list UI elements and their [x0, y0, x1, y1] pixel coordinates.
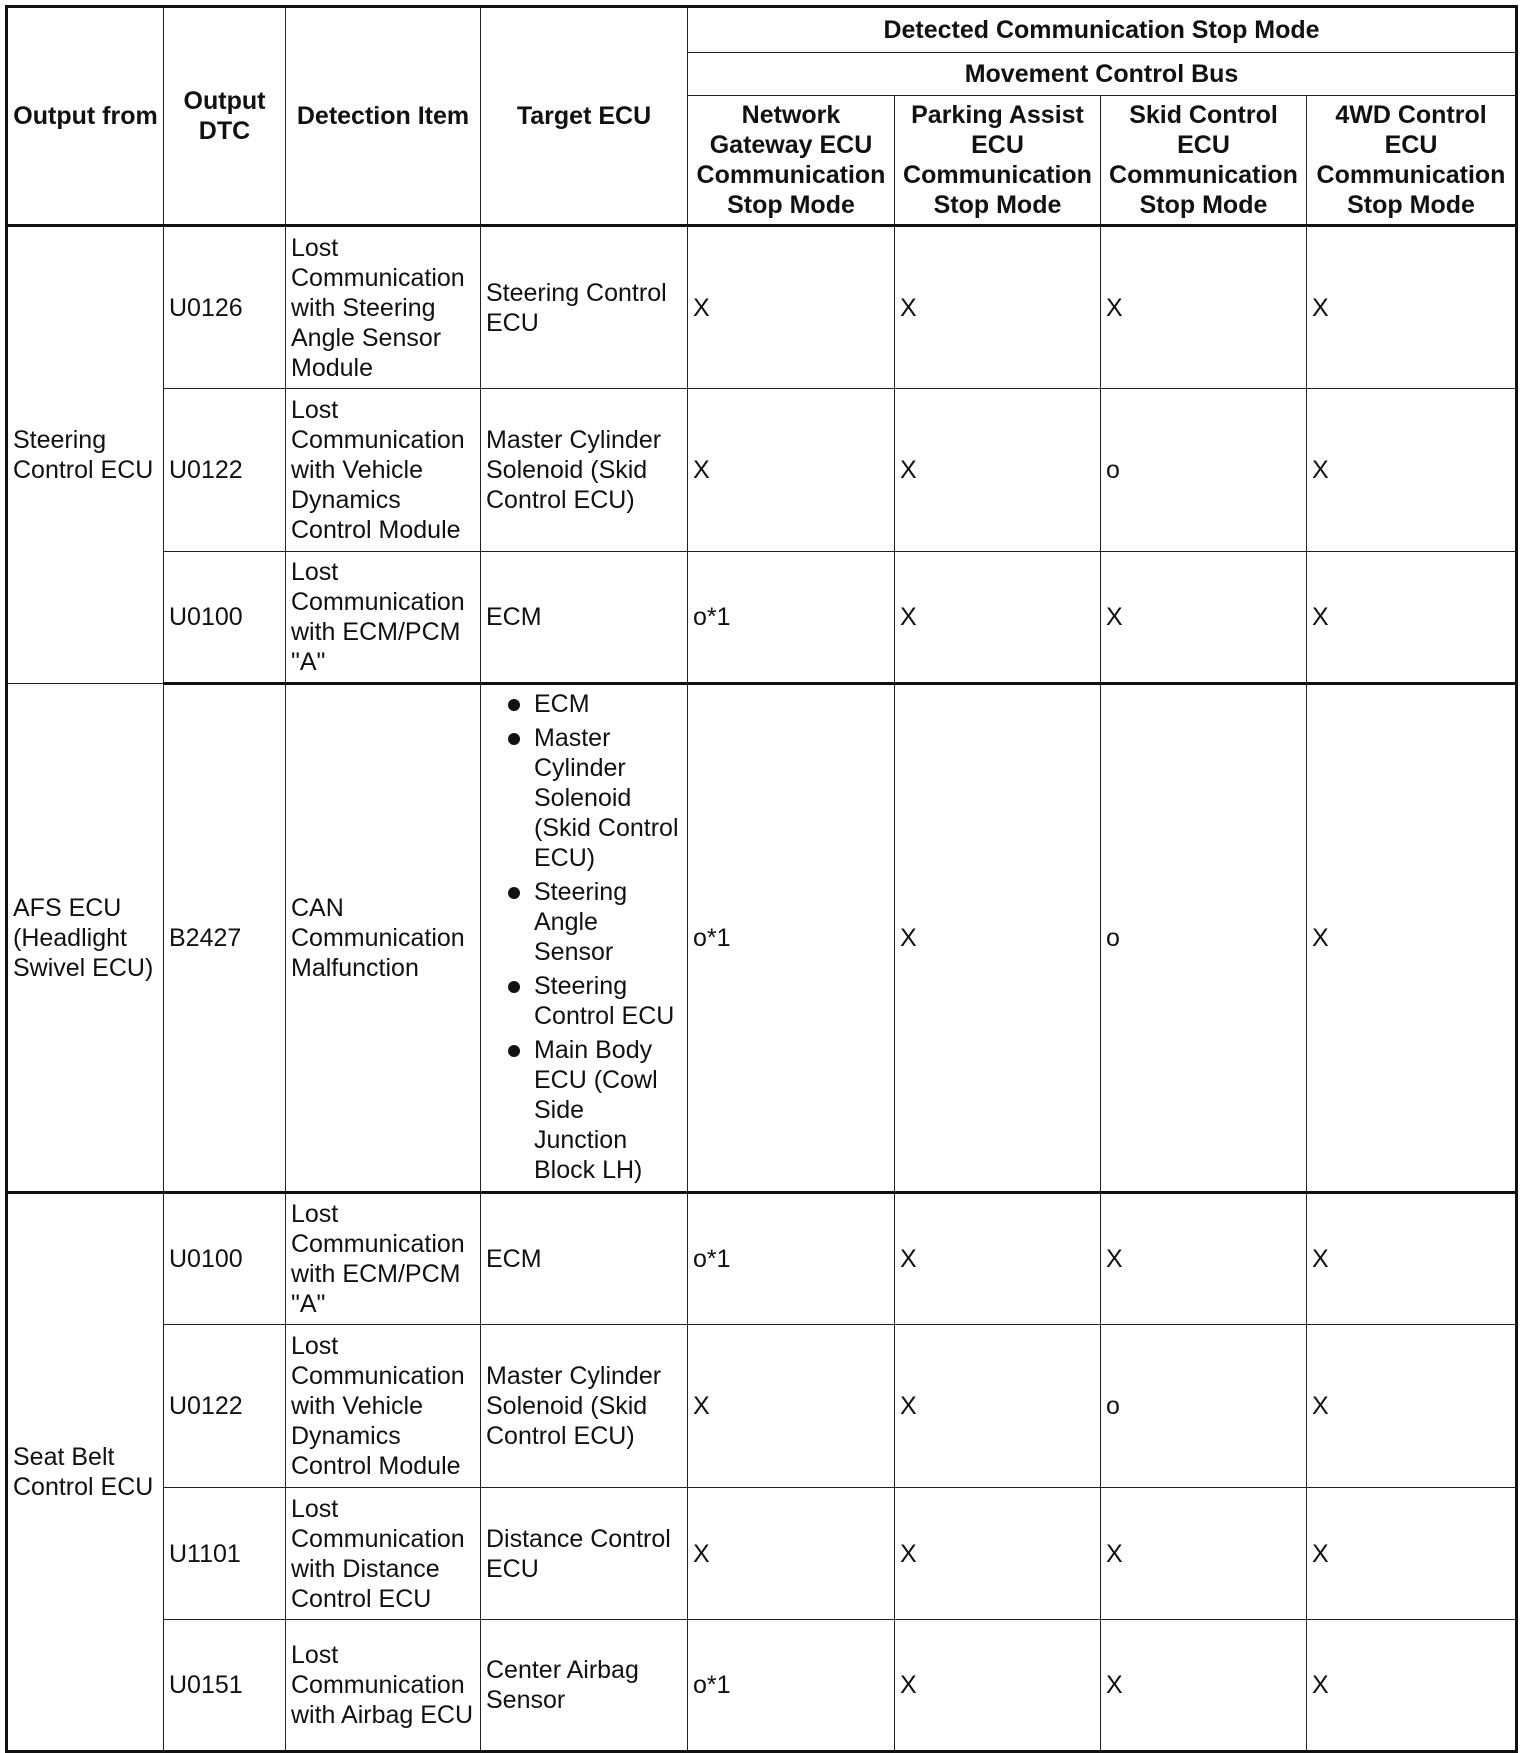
dtc-cell: U0122	[164, 389, 286, 552]
mode-cell: X	[1307, 552, 1517, 684]
dtc-cell: B2427	[164, 684, 286, 1193]
header-mode-skid-control: Skid Control ECU Communication Stop Mode	[1101, 96, 1307, 226]
target-cell: Steering Control ECU	[481, 226, 688, 389]
target-cell: Center Airbag Sensor	[481, 1620, 688, 1752]
mode-cell: X	[895, 389, 1101, 552]
mode-cell: o	[1101, 1325, 1307, 1488]
dtc-cell: U0100	[164, 552, 286, 684]
header-target-ecu: Target ECU	[481, 7, 688, 226]
mode-cell: X	[895, 1620, 1101, 1752]
target-cell: Distance Control ECU	[481, 1488, 688, 1620]
mode-cell: X	[688, 1488, 895, 1620]
mode-cell: X	[1307, 1620, 1517, 1752]
detection-cell: Lost Communication with Vehicle Dynamics Control Module	[286, 389, 481, 552]
mode-cell: X	[895, 1488, 1101, 1620]
table-header	[7, 7, 1517, 226]
detection-cell: CAN Communication Malfunction	[286, 684, 481, 1193]
output-from-cell: AFS ECU (Headlight Swivel ECU)	[7, 684, 164, 1193]
target-cell: ECM	[481, 1193, 688, 1325]
mode-cell: X	[1307, 684, 1517, 1193]
mode-cell: X	[1101, 1620, 1307, 1752]
dtc-cell: U0151	[164, 1620, 286, 1752]
detection-cell: Lost Communication with ECM/PCM "A"	[286, 552, 481, 684]
table-body	[7, 226, 1517, 1752]
table-row	[7, 226, 1517, 389]
mode-cell: o	[1101, 389, 1307, 552]
dtc-communication-stop-table	[5, 5, 1518, 1753]
list-item: ECM	[486, 689, 682, 719]
mode-cell: X	[895, 1193, 1101, 1325]
mode-cell: o	[1101, 684, 1307, 1193]
target-cell: Master Cylinder Solenoid (Skid Control ECU)	[481, 389, 688, 552]
header-output-dtc: Output DTC	[164, 7, 286, 226]
mode-cell: o*1	[688, 684, 895, 1193]
mode-cell: X	[895, 1325, 1101, 1488]
dtc-cell: U0126	[164, 226, 286, 389]
mode-cell: X	[1101, 1488, 1307, 1620]
table-row	[7, 1325, 1517, 1488]
header-detection-item: Detection Item	[286, 7, 481, 226]
mode-cell: X	[895, 684, 1101, 1193]
list-item: Main Body ECU (Cowl Side Junction Block LH)	[486, 1035, 682, 1185]
header-bus: Movement Control Bus	[688, 53, 1517, 96]
target-ecu-list	[486, 689, 682, 1185]
table-row	[7, 1488, 1517, 1620]
target-cell: Master Cylinder Solenoid (Skid Control ECU)	[481, 1325, 688, 1488]
mode-cell: X	[1307, 1193, 1517, 1325]
mode-cell: X	[688, 389, 895, 552]
list-item: Steering Control ECU	[486, 971, 682, 1031]
mode-cell: X	[688, 1325, 895, 1488]
mode-cell: o*1	[688, 1193, 895, 1325]
target-cell: ECM	[481, 552, 688, 684]
mode-cell: X	[1101, 552, 1307, 684]
table-row	[7, 684, 1517, 1193]
header-mode-parking-assist: Parking Assist ECU Communication Stop Mode	[895, 96, 1101, 226]
mode-cell: X	[895, 552, 1101, 684]
header-output-from: Output from	[7, 7, 164, 226]
output-from-cell: Steering Control ECU	[7, 226, 164, 684]
mode-cell: X	[1307, 226, 1517, 389]
dtc-cell: U0100	[164, 1193, 286, 1325]
table-row	[7, 1193, 1517, 1325]
list-item: Steering Angle Sensor	[486, 877, 682, 967]
dtc-cell: U1101	[164, 1488, 286, 1620]
mode-cell: X	[1101, 226, 1307, 389]
mode-cell: X	[688, 226, 895, 389]
detection-cell: Lost Communication with Distance Control ECU	[286, 1488, 481, 1620]
header-mode-network-gateway: Network Gateway ECU Communication Stop Mode	[688, 96, 895, 226]
mode-cell: X	[1307, 389, 1517, 552]
detection-cell: Lost Communication with Vehicle Dynamics Control Module	[286, 1325, 481, 1488]
header-detected-mode: Detected Communication Stop Mode	[688, 7, 1517, 53]
detection-cell: Lost Communication with ECM/PCM "A"	[286, 1193, 481, 1325]
header-mode-4wd-control: 4WD Control ECU Communication Stop Mode	[1307, 96, 1517, 226]
mode-cell: X	[1101, 1193, 1307, 1325]
detection-cell: Lost Communication with Airbag ECU	[286, 1620, 481, 1752]
table-row	[7, 1620, 1517, 1752]
mode-cell: o*1	[688, 552, 895, 684]
detection-cell: Lost Communication with Steering Angle Sensor Module	[286, 226, 481, 389]
table-row	[7, 389, 1517, 552]
target-list-cell	[481, 684, 688, 1193]
mode-cell: o*1	[688, 1620, 895, 1752]
mode-cell: X	[895, 226, 1101, 389]
mode-cell: X	[1307, 1325, 1517, 1488]
table-row	[7, 552, 1517, 684]
list-item: Master Cylinder Solenoid (Skid Control ECU)	[486, 723, 682, 873]
dtc-cell: U0122	[164, 1325, 286, 1488]
output-from-cell: Seat Belt Control ECU	[7, 1193, 164, 1752]
mode-cell: X	[1307, 1488, 1517, 1620]
